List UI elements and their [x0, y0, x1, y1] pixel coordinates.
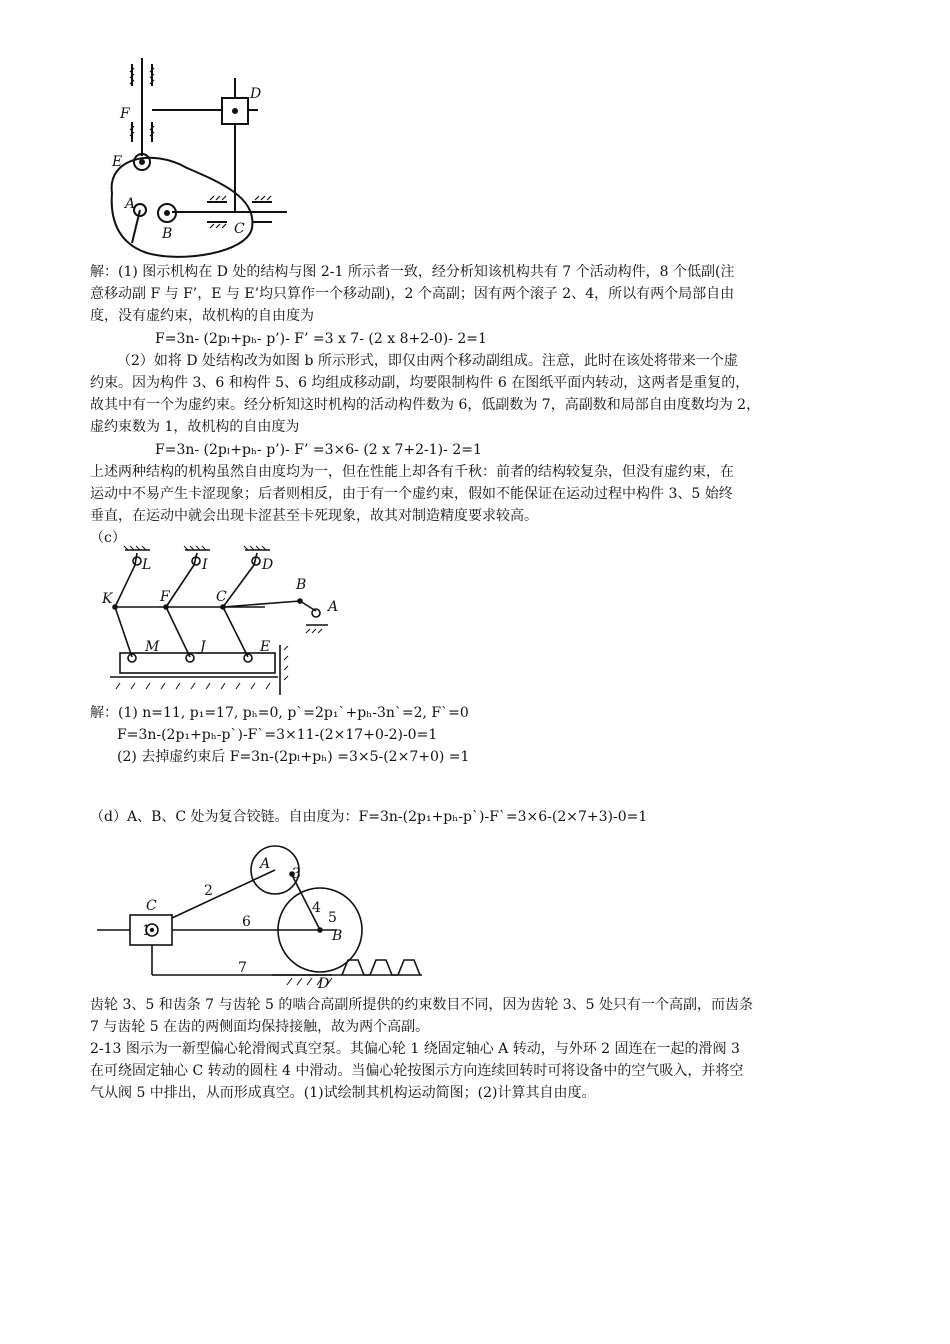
sol1-formula2: F=3n- (2pₗ+pₕ- p’)- F’ =3×6- (2 x 7+2-1)- 2=1: [155, 442, 482, 458]
figure-mechanism-d: [92, 840, 432, 990]
problem-line3: 气从阀 5 中排出，从而形成真空。(1)试绘制其机构运动简图；(2)计算其自由度。: [90, 1085, 596, 1101]
figure-mechanism-ab: [92, 38, 297, 263]
label-D: D: [262, 557, 274, 573]
label-I: I: [202, 557, 208, 573]
sol-c-line3: (2) 去掉虚约束后 F=3n-(2pₗ+pₕ) =3×5-(2×7+0) =1: [117, 749, 470, 765]
label-4: 4: [312, 900, 321, 916]
sol1-line7: 虚约束数为 1，故机构的自由度为: [90, 419, 300, 435]
label-C: C: [216, 589, 227, 605]
sol1-line8: 上述两种结构的机构虽然自由度均为一，但在性能上却各有千秋：前者的结构较复杂，但没有虚约束，在: [90, 464, 734, 480]
label-M: M: [145, 639, 160, 655]
label-D: D: [250, 86, 262, 102]
label-E: E: [260, 639, 271, 655]
label-C: C: [234, 221, 245, 237]
label-B: B: [332, 928, 343, 944]
label-B: B: [162, 226, 173, 242]
sol1-line6: 故其中有一个为虚约束。经分析知这时机构的活动构件数为 6，低副数为 7，高副数和局部自由度数均为 2，: [90, 397, 761, 413]
label-E: E: [112, 154, 123, 170]
sol1-line9: 运动中不易产生卡涩现象；后者则相反，由于有一个虚约束，假如不能保证在运动过程中构件 3、5 始终: [90, 486, 733, 502]
sol-c-line2: F=3n-(2p₁+pₕ-p`)-F`=3×11-(2×17+0-2)-0=1: [117, 727, 438, 743]
sol1-line5: 约束。因为构件 3、6 和构件 5、6 均组成移动副，均要限制构件 6 在图纸平面内转动，这两者是重复的，: [90, 375, 750, 391]
sol1-line3: 度，没有虚约束，故机构的自由度为: [90, 308, 314, 324]
sol1-line10: 垂直，在运动中就会出现卡涩甚至卡死现象，故其对制造精度要求较高。: [90, 508, 538, 524]
label-A: A: [125, 196, 136, 212]
label-A: A: [260, 856, 271, 872]
label-D: D: [318, 976, 330, 990]
sol1-formula1: F=3n- (2pₗ+pₕ- p’)- F’ =3 x 7- (2 x 8+2-0)- 2=1: [155, 331, 487, 347]
note-line2: 7 与齿轮 5 在齿的两侧面均保持接触，故为两个高副。: [90, 1019, 430, 1035]
label-F: F: [160, 589, 170, 605]
label-3: 3: [292, 866, 301, 882]
fig-c-caption: （c）: [90, 530, 126, 546]
figure-mechanism-c: [90, 545, 350, 705]
note-line1: 齿轮 3、5 和齿条 7 与齿轮 5 的啮合高副所提供的约束数目不同，因为齿轮 3、5 处只有一个高副，而齿条: [90, 997, 754, 1013]
sol-d-line1: （d）A、B、C 处为复合铰链。自由度为：F=3n-(2p₁+pₕ-p`)-F`=3×6-(2×7+3)-0=1: [90, 809, 648, 825]
label-7: 7: [238, 960, 247, 976]
label-1: 1: [142, 923, 151, 939]
label-C: C: [146, 898, 157, 914]
label-B: B: [296, 577, 307, 593]
label-K: K: [102, 591, 113, 607]
label-L: L: [142, 557, 152, 573]
label-5: 5: [328, 910, 337, 926]
label-F: F: [120, 106, 130, 122]
label-J: J: [200, 639, 206, 655]
sol1-line1: 解：(1) 图示机构在 D 处的结构与图 2-1 所示者一致，经分析知该机构共有 7 个活动构件，8 个低副(注: [90, 264, 735, 280]
label-2: 2: [204, 883, 213, 899]
sol-c-line1: 解：(1) n=11, p₁=17, pₕ=0, p`=2p₁`+pₕ-3n`=2, F`=0: [90, 705, 469, 721]
problem-line1: 2-13 图示为一新型偏心轮滑阀式真空泵。其偏心轮 1 绕固定轴心 A 转动，与外环 2 固连在一起的滑阀 3: [90, 1041, 740, 1057]
problem-line2: 在可绕固定轴心 C 转动的圆柱 4 中滑动。当偏心轮按图示方向连续回转时可将设备中的空气吸入，并将空: [90, 1063, 744, 1079]
sol1-line4: （2）如将 D 处结构改为如图 b 所示形式，即仅由两个移动副组成。注意，此时在该处将带来一个虚: [117, 353, 738, 369]
sol1-line2: 意移动副 F 与 F’，E 与 E’均只算作一个移动副)，2 个高副；因有两个滚子 2、4，所以有两个局部自由: [90, 286, 735, 302]
label-A: A: [328, 599, 339, 615]
label-6: 6: [242, 914, 251, 930]
